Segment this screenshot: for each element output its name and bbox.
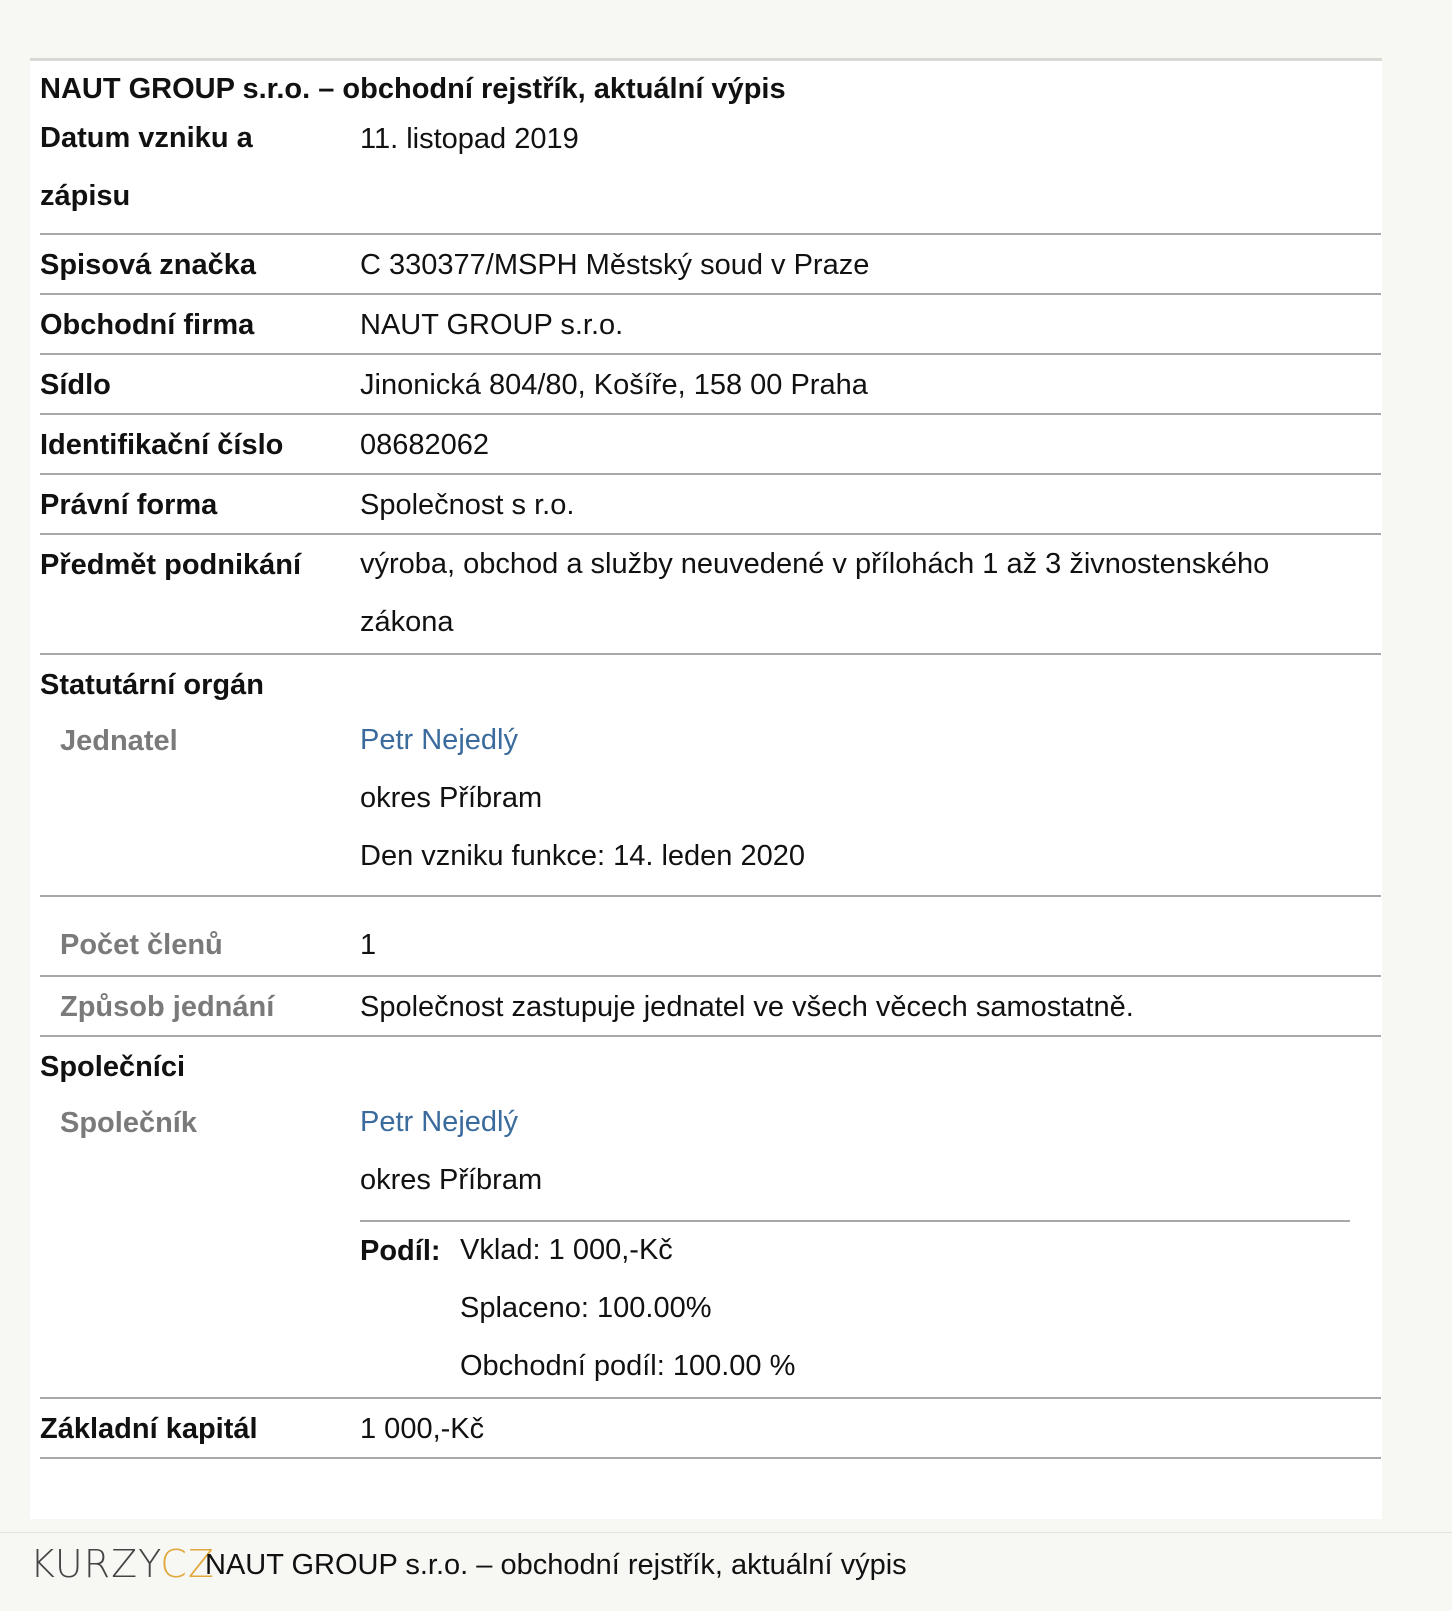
row-datum-vzniku xyxy=(40,109,1381,235)
jednatel-okres: okres Příbram xyxy=(360,782,543,814)
row-label: Identifikační číslo xyxy=(40,429,284,461)
row-sidlo xyxy=(40,355,1381,415)
jednatel-funkce: Den vzniku funkce: 14. leden 2020 xyxy=(360,840,805,872)
row-value: 08682062 xyxy=(360,429,490,461)
footer-bar xyxy=(0,1532,1452,1611)
logo-cz: CZ xyxy=(160,1542,215,1586)
section-spolecnici xyxy=(40,1037,1381,1399)
row-label: Sídlo xyxy=(40,369,111,401)
row-zakladni-kapital xyxy=(40,1399,1381,1459)
jednatel-details xyxy=(360,711,1361,885)
spolecnik-okres: okres Příbram xyxy=(360,1164,543,1196)
row-predmet-podnikani xyxy=(40,535,1381,655)
podil-splaceno: Splaceno: 100.00% xyxy=(460,1292,712,1324)
podil-obchodni: Obchodní podíl: 100.00 % xyxy=(460,1350,796,1382)
row-label: Předmět podnikání xyxy=(40,549,302,581)
spolecnik-name-link[interactable]: Petr Nejedlý xyxy=(360,1106,518,1138)
page-title: NAUT GROUP s.r.o. – obchodní rejstřík, aktuální výpis xyxy=(40,73,786,105)
logo-kurzy: KURZY xyxy=(30,1542,161,1586)
podil-label: Podíl: xyxy=(360,1235,441,1267)
row-label: Základní kapitál xyxy=(40,1413,258,1445)
row-label: Právní forma xyxy=(40,489,218,521)
row-value: 1 xyxy=(360,929,377,961)
row-label: Spisová značka xyxy=(40,249,256,281)
row-spisova-znacka xyxy=(40,235,1381,295)
row-value: 11. listopad 2019 xyxy=(360,123,579,155)
row-label: Způsob jednání xyxy=(60,991,275,1023)
jednatel-name-link[interactable]: Petr Nejedlý xyxy=(360,724,518,756)
section-statutarni-organ xyxy=(40,655,1381,897)
row-pravni-forma xyxy=(40,475,1381,535)
podil-vklad: Vklad: 1 000,-Kč xyxy=(460,1234,673,1266)
podil-values xyxy=(460,1221,795,1395)
registry-card xyxy=(30,61,1382,1519)
row-value: NAUT GROUP s.r.o. xyxy=(360,309,624,341)
row-identifikacni-cislo xyxy=(40,415,1381,475)
row-value: výroba, obchod a služby neuvedené v přílohách 1 až 3 živnostenského zákona xyxy=(360,548,1270,638)
row-label: Jednatel xyxy=(60,725,178,757)
row-label: Společník xyxy=(60,1107,197,1139)
row-label: Počet členů xyxy=(60,929,223,961)
footer-title: NAUT GROUP s.r.o. – obchodní rejstřík, aktuální výpis xyxy=(205,1549,907,1581)
section-heading: Společníci xyxy=(40,1051,186,1083)
row-value: Společnost s r.o. xyxy=(360,489,575,521)
kurzy-logo[interactable] xyxy=(30,1539,215,1589)
row-zpusob-jednani xyxy=(40,977,1381,1037)
row-pocet-clenu xyxy=(40,897,1381,977)
row-value: C 330377/MSPH Městský soud v Praze xyxy=(360,249,870,281)
row-value: Společnost zastupuje jednatel ve všech věcech samostatně. xyxy=(360,991,1134,1023)
row-label: Obchodní firma xyxy=(40,309,255,341)
section-heading: Statutární orgán xyxy=(40,669,264,701)
row-label: Datum vzniku a zápisu xyxy=(40,122,253,212)
row-value: 1 000,-Kč xyxy=(360,1413,485,1445)
spolecnik-details xyxy=(360,1093,1361,1209)
row-value: Jinonická 804/80, Košíře, 158 00 Praha xyxy=(360,369,868,401)
row-obchodni-firma xyxy=(40,295,1381,355)
